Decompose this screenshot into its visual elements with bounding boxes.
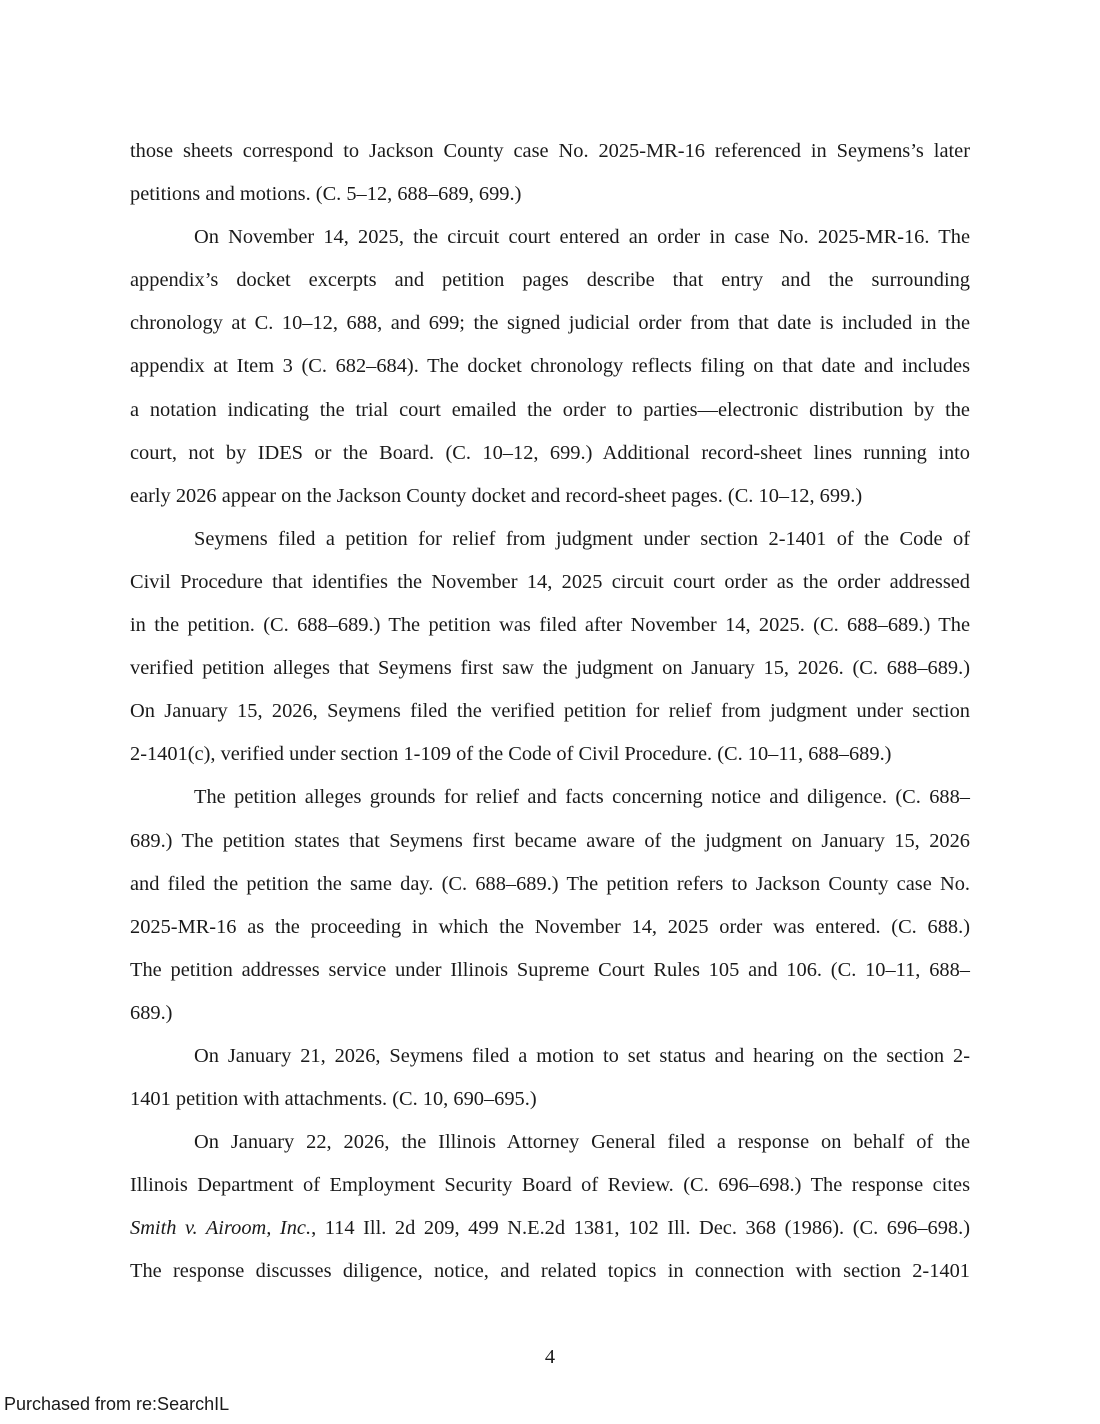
citation-line [130, 1207, 970, 1250]
paragraph-1 [130, 130, 970, 216]
paragraph-5 [130, 1035, 970, 1121]
case-name-citation: Smith v. Airoom, Inc. [130, 1217, 312, 1240]
text-line: 2025-MR-16 as the proceeding in which the November 14, 2025 order was entered. (C. 688.) [130, 915, 970, 938]
text-line: a notation indicating the trial court emailed the order to parties—electronic distribution by the [130, 398, 970, 421]
paragraph-6 [130, 1121, 970, 1293]
paragraph-2 [130, 216, 970, 518]
text-line: Seymens filed a petition for relief from judgment under section 2-1401 of the Code of [194, 527, 970, 550]
text-line: in the petition. (C. 688–689.) The petition was filed after November 14, 2025. (C. 688–689.) The [130, 614, 970, 637]
text-line: early 2026 appear on the Jackson County docket and record-sheet pages. (C. 10–12, 699.) [130, 484, 863, 507]
text-line: 689.) [130, 1001, 173, 1024]
text-line: appendix at Item 3 (C. 682–684). The docket chronology reflects filing on that date and includes [130, 355, 970, 378]
text-line: The petition alleges grounds for relief and facts concerning notice and diligence. (C. 688– [194, 786, 970, 809]
text-line: On November 14, 2025, the circuit court entered an order in case No. 2025-MR-16. The [194, 226, 970, 249]
text-line: The petition addresses service under Illinois Supreme Court Rules 105 and 106. (C. 10–11, 688– [130, 958, 970, 981]
text-line: 1401 petition with attachments. (C. 10, 690–695.) [130, 1088, 537, 1111]
text-line: On January 15, 2026, Seymens filed the verified petition for relief from judgment under section [130, 700, 970, 723]
paragraph-4 [130, 776, 970, 1035]
purchase-footer: Purchased from re:SearchIL [4, 1394, 230, 1414]
text-line: verified petition alleges that Seymens first saw the judgment on January 15, 2026. (C. 688–689.) [130, 657, 970, 680]
text-line: and filed the petition the same day. (C. 688–689.) The petition refers to Jackson County case No. [130, 872, 970, 895]
text-line: Civil Procedure that identifies the November 14, 2025 circuit court order as the order addressed [130, 570, 970, 593]
text-line: 689.) The petition states that Seymens first became aware of the judgment on January 15, 2026 [130, 829, 970, 852]
text-line: On January 22, 2026, the Illinois Attorney General filed a response on behalf of the [194, 1131, 970, 1154]
text-line: court, not by IDES or the Board. (C. 10–12, 699.) Additional record-sheet lines running into [130, 441, 970, 464]
text-line: chronology at C. 10–12, 688, and 699; the signed judicial order from that date is included in the [130, 312, 970, 335]
text-line: 2-1401(c), verified under section 1-109 of the Code of Civil Procedure. (C. 10–11, 688–689.) [130, 743, 892, 766]
text-line: petitions and motions. (C. 5–12, 688–689, 699.) [130, 183, 522, 206]
document-body [130, 130, 970, 1294]
text-line: those sheets correspond to Jackson County case No. 2025-MR-16 referenced in Seymens’s later [130, 140, 970, 162]
text-line: The response discusses diligence, notice, and related topics in connection with section 2-1401 [130, 1260, 970, 1283]
paragraph-3 [130, 518, 970, 777]
citation-details: , 114 Ill. 2d 209, 499 N.E.2d 1381, 102 Ill. Dec. 368 (1986). (C. 696–698.) [311, 1217, 971, 1240]
page-number: 4 [544, 1346, 556, 1368]
text-line: Illinois Department of Employment Security Board of Review. (C. 696–698.) The response cites [130, 1174, 970, 1197]
text-line: On January 21, 2026, Seymens filed a motion to set status and hearing on the section 2- [194, 1044, 970, 1067]
text-line: appendix’s docket excerpts and petition pages describe that entry and the surrounding [130, 269, 970, 292]
